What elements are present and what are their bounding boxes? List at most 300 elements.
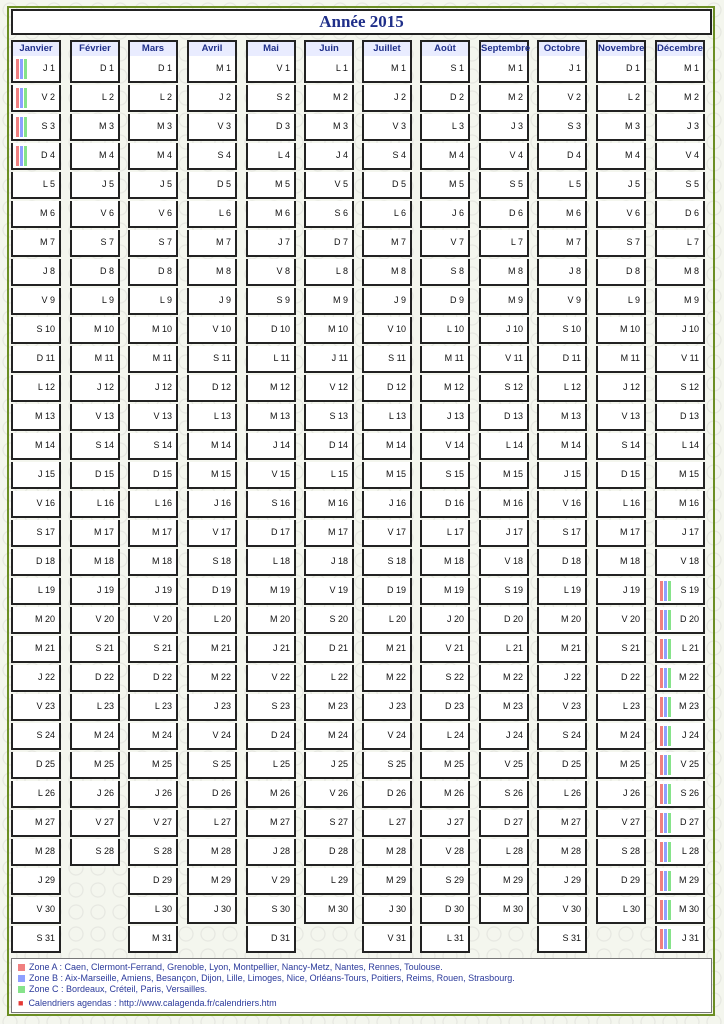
- day-cell[interactable]: [246, 172, 296, 199]
- day-cell[interactable]: [420, 636, 470, 663]
- day-cell[interactable]: [596, 694, 646, 721]
- day-cell[interactable]: [596, 375, 646, 402]
- day-cell[interactable]: [537, 810, 587, 837]
- day-cell[interactable]: [655, 85, 705, 112]
- day-cell[interactable]: [246, 520, 296, 547]
- day-cell[interactable]: [537, 346, 587, 373]
- calendar-link[interactable]: Calendriers agendas : http://www.calagenda.fr/calendriers.htm: [28, 998, 277, 1008]
- day-cell[interactable]: [537, 549, 587, 576]
- day-cell[interactable]: [246, 143, 296, 170]
- day-cell[interactable]: [420, 346, 470, 373]
- day-cell[interactable]: [304, 520, 354, 547]
- day-cell[interactable]: [596, 723, 646, 750]
- day-cell[interactable]: [128, 491, 178, 518]
- day-cell[interactable]: [362, 143, 412, 170]
- day-cell[interactable]: [362, 85, 412, 112]
- day-cell[interactable]: [479, 462, 529, 489]
- day-cell[interactable]: [187, 85, 237, 112]
- day-cell[interactable]: [537, 491, 587, 518]
- day-cell[interactable]: [187, 810, 237, 837]
- day-cell[interactable]: [596, 897, 646, 924]
- day-cell[interactable]: [304, 897, 354, 924]
- day-cell[interactable]: [128, 520, 178, 547]
- day-cell[interactable]: [596, 491, 646, 518]
- day-cell[interactable]: [537, 607, 587, 634]
- day-cell[interactable]: [479, 491, 529, 518]
- day-cell[interactable]: [128, 810, 178, 837]
- day-cell[interactable]: [70, 288, 120, 315]
- day-cell[interactable]: [128, 926, 178, 953]
- day-cell[interactable]: [420, 404, 470, 431]
- day-cell[interactable]: [128, 723, 178, 750]
- day-cell[interactable]: [70, 839, 120, 866]
- day-cell[interactable]: [537, 259, 587, 286]
- day-cell[interactable]: [362, 259, 412, 286]
- day-cell[interactable]: [420, 520, 470, 547]
- day-cell[interactable]: [70, 259, 120, 286]
- day-cell[interactable]: [187, 462, 237, 489]
- day-cell[interactable]: [128, 201, 178, 228]
- day-cell[interactable]: [11, 259, 61, 286]
- day-cell[interactable]: [128, 607, 178, 634]
- day-cell[interactable]: [70, 201, 120, 228]
- day-cell[interactable]: [128, 56, 178, 83]
- day-cell[interactable]: [187, 636, 237, 663]
- day-cell[interactable]: [479, 114, 529, 141]
- day-cell[interactable]: [362, 578, 412, 605]
- day-cell[interactable]: [537, 926, 587, 953]
- day-cell[interactable]: [362, 549, 412, 576]
- day-cell[interactable]: [128, 549, 178, 576]
- day-cell[interactable]: [246, 636, 296, 663]
- day-cell[interactable]: [537, 636, 587, 663]
- day-cell[interactable]: [420, 694, 470, 721]
- day-cell[interactable]: [11, 752, 61, 779]
- day-cell[interactable]: [596, 404, 646, 431]
- day-cell[interactable]: [655, 868, 705, 895]
- day-cell[interactable]: [420, 926, 470, 953]
- day-cell[interactable]: [655, 810, 705, 837]
- day-cell[interactable]: [479, 433, 529, 460]
- day-cell[interactable]: [246, 897, 296, 924]
- day-cell[interactable]: [11, 230, 61, 257]
- day-cell[interactable]: [128, 462, 178, 489]
- day-cell[interactable]: [420, 201, 470, 228]
- day-cell[interactable]: [420, 317, 470, 344]
- day-cell[interactable]: [596, 868, 646, 895]
- day-cell[interactable]: [479, 143, 529, 170]
- day-cell[interactable]: [420, 810, 470, 837]
- day-cell[interactable]: [362, 694, 412, 721]
- day-cell[interactable]: [596, 433, 646, 460]
- day-cell[interactable]: [362, 433, 412, 460]
- day-cell[interactable]: [655, 694, 705, 721]
- day-cell[interactable]: [304, 346, 354, 373]
- day-cell[interactable]: [304, 636, 354, 663]
- day-cell[interactable]: [187, 520, 237, 547]
- day-cell[interactable]: [420, 143, 470, 170]
- day-cell[interactable]: [362, 723, 412, 750]
- day-cell[interactable]: [420, 230, 470, 257]
- day-cell[interactable]: [420, 549, 470, 576]
- day-cell[interactable]: [187, 723, 237, 750]
- day-cell[interactable]: [479, 375, 529, 402]
- day-cell[interactable]: [655, 578, 705, 605]
- day-cell[interactable]: [70, 636, 120, 663]
- day-cell[interactable]: [655, 114, 705, 141]
- day-cell[interactable]: [11, 462, 61, 489]
- day-cell[interactable]: [655, 520, 705, 547]
- day-cell[interactable]: [479, 201, 529, 228]
- day-cell[interactable]: [420, 56, 470, 83]
- day-cell[interactable]: [304, 752, 354, 779]
- day-cell[interactable]: [246, 56, 296, 83]
- day-cell[interactable]: [304, 491, 354, 518]
- day-cell[interactable]: [304, 781, 354, 808]
- day-cell[interactable]: [187, 897, 237, 924]
- day-cell[interactable]: [362, 839, 412, 866]
- day-cell[interactable]: [655, 433, 705, 460]
- day-cell[interactable]: [187, 781, 237, 808]
- day-cell[interactable]: [537, 230, 587, 257]
- day-cell[interactable]: [11, 665, 61, 692]
- day-cell[interactable]: [655, 926, 705, 953]
- day-cell[interactable]: [304, 607, 354, 634]
- day-cell[interactable]: [596, 665, 646, 692]
- day-cell[interactable]: [246, 839, 296, 866]
- day-cell[interactable]: [246, 404, 296, 431]
- day-cell[interactable]: [420, 172, 470, 199]
- day-cell[interactable]: [246, 607, 296, 634]
- day-cell[interactable]: [304, 839, 354, 866]
- day-cell[interactable]: [420, 433, 470, 460]
- day-cell[interactable]: [11, 375, 61, 402]
- day-cell[interactable]: [187, 607, 237, 634]
- day-cell[interactable]: [187, 868, 237, 895]
- day-cell[interactable]: [655, 375, 705, 402]
- day-cell[interactable]: [479, 56, 529, 83]
- day-cell[interactable]: [304, 404, 354, 431]
- day-cell[interactable]: [655, 665, 705, 692]
- day-cell[interactable]: [655, 839, 705, 866]
- day-cell[interactable]: [596, 172, 646, 199]
- day-cell[interactable]: [304, 868, 354, 895]
- day-cell[interactable]: [11, 172, 61, 199]
- day-cell[interactable]: [362, 926, 412, 953]
- day-cell[interactable]: [187, 346, 237, 373]
- day-cell[interactable]: [655, 259, 705, 286]
- day-cell[interactable]: [128, 230, 178, 257]
- day-cell[interactable]: [479, 578, 529, 605]
- day-cell[interactable]: [246, 317, 296, 344]
- day-cell[interactable]: [11, 288, 61, 315]
- day-cell[interactable]: [304, 201, 354, 228]
- day-cell[interactable]: [655, 143, 705, 170]
- day-cell[interactable]: [362, 897, 412, 924]
- day-cell[interactable]: [11, 578, 61, 605]
- day-cell[interactable]: [187, 114, 237, 141]
- day-cell[interactable]: [70, 346, 120, 373]
- day-cell[interactable]: [246, 433, 296, 460]
- day-cell[interactable]: [128, 636, 178, 663]
- day-cell[interactable]: [128, 839, 178, 866]
- day-cell[interactable]: [420, 781, 470, 808]
- day-cell[interactable]: [187, 578, 237, 605]
- day-cell[interactable]: [596, 56, 646, 83]
- day-cell[interactable]: [479, 317, 529, 344]
- day-cell[interactable]: [596, 752, 646, 779]
- day-cell[interactable]: [479, 230, 529, 257]
- day-cell[interactable]: [362, 607, 412, 634]
- day-cell[interactable]: [537, 433, 587, 460]
- day-cell[interactable]: [537, 404, 587, 431]
- day-cell[interactable]: [246, 201, 296, 228]
- day-cell[interactable]: [596, 578, 646, 605]
- day-cell[interactable]: [246, 230, 296, 257]
- day-cell[interactable]: [128, 694, 178, 721]
- day-cell[interactable]: [128, 375, 178, 402]
- day-cell[interactable]: [70, 810, 120, 837]
- day-cell[interactable]: [246, 375, 296, 402]
- day-cell[interactable]: [11, 694, 61, 721]
- day-cell[interactable]: [362, 752, 412, 779]
- day-cell[interactable]: [70, 781, 120, 808]
- day-cell[interactable]: [70, 607, 120, 634]
- day-cell[interactable]: [420, 462, 470, 489]
- day-cell[interactable]: [70, 549, 120, 576]
- day-cell[interactable]: [479, 781, 529, 808]
- day-cell[interactable]: [479, 897, 529, 924]
- day-cell[interactable]: [537, 114, 587, 141]
- day-cell[interactable]: [479, 752, 529, 779]
- day-cell[interactable]: [246, 491, 296, 518]
- day-cell[interactable]: [128, 897, 178, 924]
- day-cell[interactable]: [128, 288, 178, 315]
- day-cell[interactable]: [362, 56, 412, 83]
- day-cell[interactable]: [479, 85, 529, 112]
- day-cell[interactable]: [420, 607, 470, 634]
- day-cell[interactable]: [128, 317, 178, 344]
- day-cell[interactable]: [362, 665, 412, 692]
- day-cell[interactable]: [655, 288, 705, 315]
- day-cell[interactable]: [11, 56, 61, 83]
- day-cell[interactable]: [187, 230, 237, 257]
- day-cell[interactable]: [187, 404, 237, 431]
- day-cell[interactable]: [362, 462, 412, 489]
- day-cell[interactable]: [246, 549, 296, 576]
- day-cell[interactable]: [596, 781, 646, 808]
- day-cell[interactable]: [420, 578, 470, 605]
- day-cell[interactable]: [537, 85, 587, 112]
- day-cell[interactable]: [187, 317, 237, 344]
- day-cell[interactable]: [655, 172, 705, 199]
- day-cell[interactable]: [655, 607, 705, 634]
- day-cell[interactable]: [655, 781, 705, 808]
- day-cell[interactable]: [537, 723, 587, 750]
- day-cell[interactable]: [304, 85, 354, 112]
- day-cell[interactable]: [655, 56, 705, 83]
- day-cell[interactable]: [246, 752, 296, 779]
- day-cell[interactable]: [304, 723, 354, 750]
- day-cell[interactable]: [304, 56, 354, 83]
- day-cell[interactable]: [304, 317, 354, 344]
- day-cell[interactable]: [187, 491, 237, 518]
- day-cell[interactable]: [537, 868, 587, 895]
- day-cell[interactable]: [128, 114, 178, 141]
- day-cell[interactable]: [537, 375, 587, 402]
- day-cell[interactable]: [537, 143, 587, 170]
- day-cell[interactable]: [420, 114, 470, 141]
- day-cell[interactable]: [479, 259, 529, 286]
- day-cell[interactable]: [128, 143, 178, 170]
- day-cell[interactable]: [11, 781, 61, 808]
- day-cell[interactable]: [655, 752, 705, 779]
- day-cell[interactable]: [304, 433, 354, 460]
- day-cell[interactable]: [11, 897, 61, 924]
- day-cell[interactable]: [11, 433, 61, 460]
- day-cell[interactable]: [420, 85, 470, 112]
- day-cell[interactable]: [420, 723, 470, 750]
- day-cell[interactable]: [596, 636, 646, 663]
- day-cell[interactable]: [11, 404, 61, 431]
- day-cell[interactable]: [11, 636, 61, 663]
- day-cell[interactable]: [246, 723, 296, 750]
- day-cell[interactable]: [420, 491, 470, 518]
- day-cell[interactable]: [537, 201, 587, 228]
- day-cell[interactable]: [187, 259, 237, 286]
- day-cell[interactable]: [246, 926, 296, 953]
- day-cell[interactable]: [246, 810, 296, 837]
- day-cell[interactable]: [537, 694, 587, 721]
- day-cell[interactable]: [479, 868, 529, 895]
- day-cell[interactable]: [11, 868, 61, 895]
- day-cell[interactable]: [246, 288, 296, 315]
- day-cell[interactable]: [70, 578, 120, 605]
- day-cell[interactable]: [187, 172, 237, 199]
- day-cell[interactable]: [537, 781, 587, 808]
- day-cell[interactable]: [596, 549, 646, 576]
- day-cell[interactable]: [537, 56, 587, 83]
- day-cell[interactable]: [246, 694, 296, 721]
- day-cell[interactable]: [246, 346, 296, 373]
- day-cell[interactable]: [362, 172, 412, 199]
- day-cell[interactable]: [479, 723, 529, 750]
- day-cell[interactable]: [596, 143, 646, 170]
- day-cell[interactable]: [420, 868, 470, 895]
- day-cell[interactable]: [304, 375, 354, 402]
- day-cell[interactable]: [304, 549, 354, 576]
- day-cell[interactable]: [304, 810, 354, 837]
- day-cell[interactable]: [11, 607, 61, 634]
- day-cell[interactable]: [655, 636, 705, 663]
- day-cell[interactable]: [655, 491, 705, 518]
- day-cell[interactable]: [362, 868, 412, 895]
- day-cell[interactable]: [246, 462, 296, 489]
- day-cell[interactable]: [596, 462, 646, 489]
- day-cell[interactable]: [537, 665, 587, 692]
- day-cell[interactable]: [596, 607, 646, 634]
- day-cell[interactable]: [479, 810, 529, 837]
- day-cell[interactable]: [537, 578, 587, 605]
- day-cell[interactable]: [655, 317, 705, 344]
- day-cell[interactable]: [187, 839, 237, 866]
- day-cell[interactable]: [304, 578, 354, 605]
- day-cell[interactable]: [246, 781, 296, 808]
- day-cell[interactable]: [304, 172, 354, 199]
- day-cell[interactable]: [246, 85, 296, 112]
- day-cell[interactable]: [655, 230, 705, 257]
- day-cell[interactable]: [304, 288, 354, 315]
- day-cell[interactable]: [304, 694, 354, 721]
- day-cell[interactable]: [70, 665, 120, 692]
- day-cell[interactable]: [479, 839, 529, 866]
- day-cell[interactable]: [655, 201, 705, 228]
- day-cell[interactable]: [596, 810, 646, 837]
- day-cell[interactable]: [187, 549, 237, 576]
- day-cell[interactable]: [655, 404, 705, 431]
- day-cell[interactable]: [362, 491, 412, 518]
- day-cell[interactable]: [304, 259, 354, 286]
- day-cell[interactable]: [362, 636, 412, 663]
- day-cell[interactable]: [362, 375, 412, 402]
- day-cell[interactable]: [479, 346, 529, 373]
- day-cell[interactable]: [362, 230, 412, 257]
- day-cell[interactable]: [596, 85, 646, 112]
- day-cell[interactable]: [420, 375, 470, 402]
- day-cell[interactable]: [362, 201, 412, 228]
- day-cell[interactable]: [11, 201, 61, 228]
- day-cell[interactable]: [70, 723, 120, 750]
- day-cell[interactable]: [70, 375, 120, 402]
- day-cell[interactable]: [362, 781, 412, 808]
- day-cell[interactable]: [70, 433, 120, 460]
- day-cell[interactable]: [187, 752, 237, 779]
- day-cell[interactable]: [128, 172, 178, 199]
- day-cell[interactable]: [11, 85, 61, 112]
- day-cell[interactable]: [304, 230, 354, 257]
- day-cell[interactable]: [596, 317, 646, 344]
- day-cell[interactable]: [70, 404, 120, 431]
- day-cell[interactable]: [128, 578, 178, 605]
- day-cell[interactable]: [596, 230, 646, 257]
- day-cell[interactable]: [537, 288, 587, 315]
- day-cell[interactable]: [304, 462, 354, 489]
- day-cell[interactable]: [596, 288, 646, 315]
- day-cell[interactable]: [187, 694, 237, 721]
- day-cell[interactable]: [596, 520, 646, 547]
- day-cell[interactable]: [420, 752, 470, 779]
- day-cell[interactable]: [420, 665, 470, 692]
- day-cell[interactable]: [11, 346, 61, 373]
- day-cell[interactable]: [128, 85, 178, 112]
- day-cell[interactable]: [362, 317, 412, 344]
- day-cell[interactable]: [187, 143, 237, 170]
- day-cell[interactable]: [11, 839, 61, 866]
- day-cell[interactable]: [479, 404, 529, 431]
- day-cell[interactable]: [70, 752, 120, 779]
- day-cell[interactable]: [420, 259, 470, 286]
- day-cell[interactable]: [11, 810, 61, 837]
- day-cell[interactable]: [187, 288, 237, 315]
- day-cell[interactable]: [128, 665, 178, 692]
- day-cell[interactable]: [420, 288, 470, 315]
- day-cell[interactable]: [70, 491, 120, 518]
- day-cell[interactable]: [128, 433, 178, 460]
- day-cell[interactable]: [537, 520, 587, 547]
- day-cell[interactable]: [11, 926, 61, 953]
- day-cell[interactable]: [11, 114, 61, 141]
- day-cell[interactable]: [596, 259, 646, 286]
